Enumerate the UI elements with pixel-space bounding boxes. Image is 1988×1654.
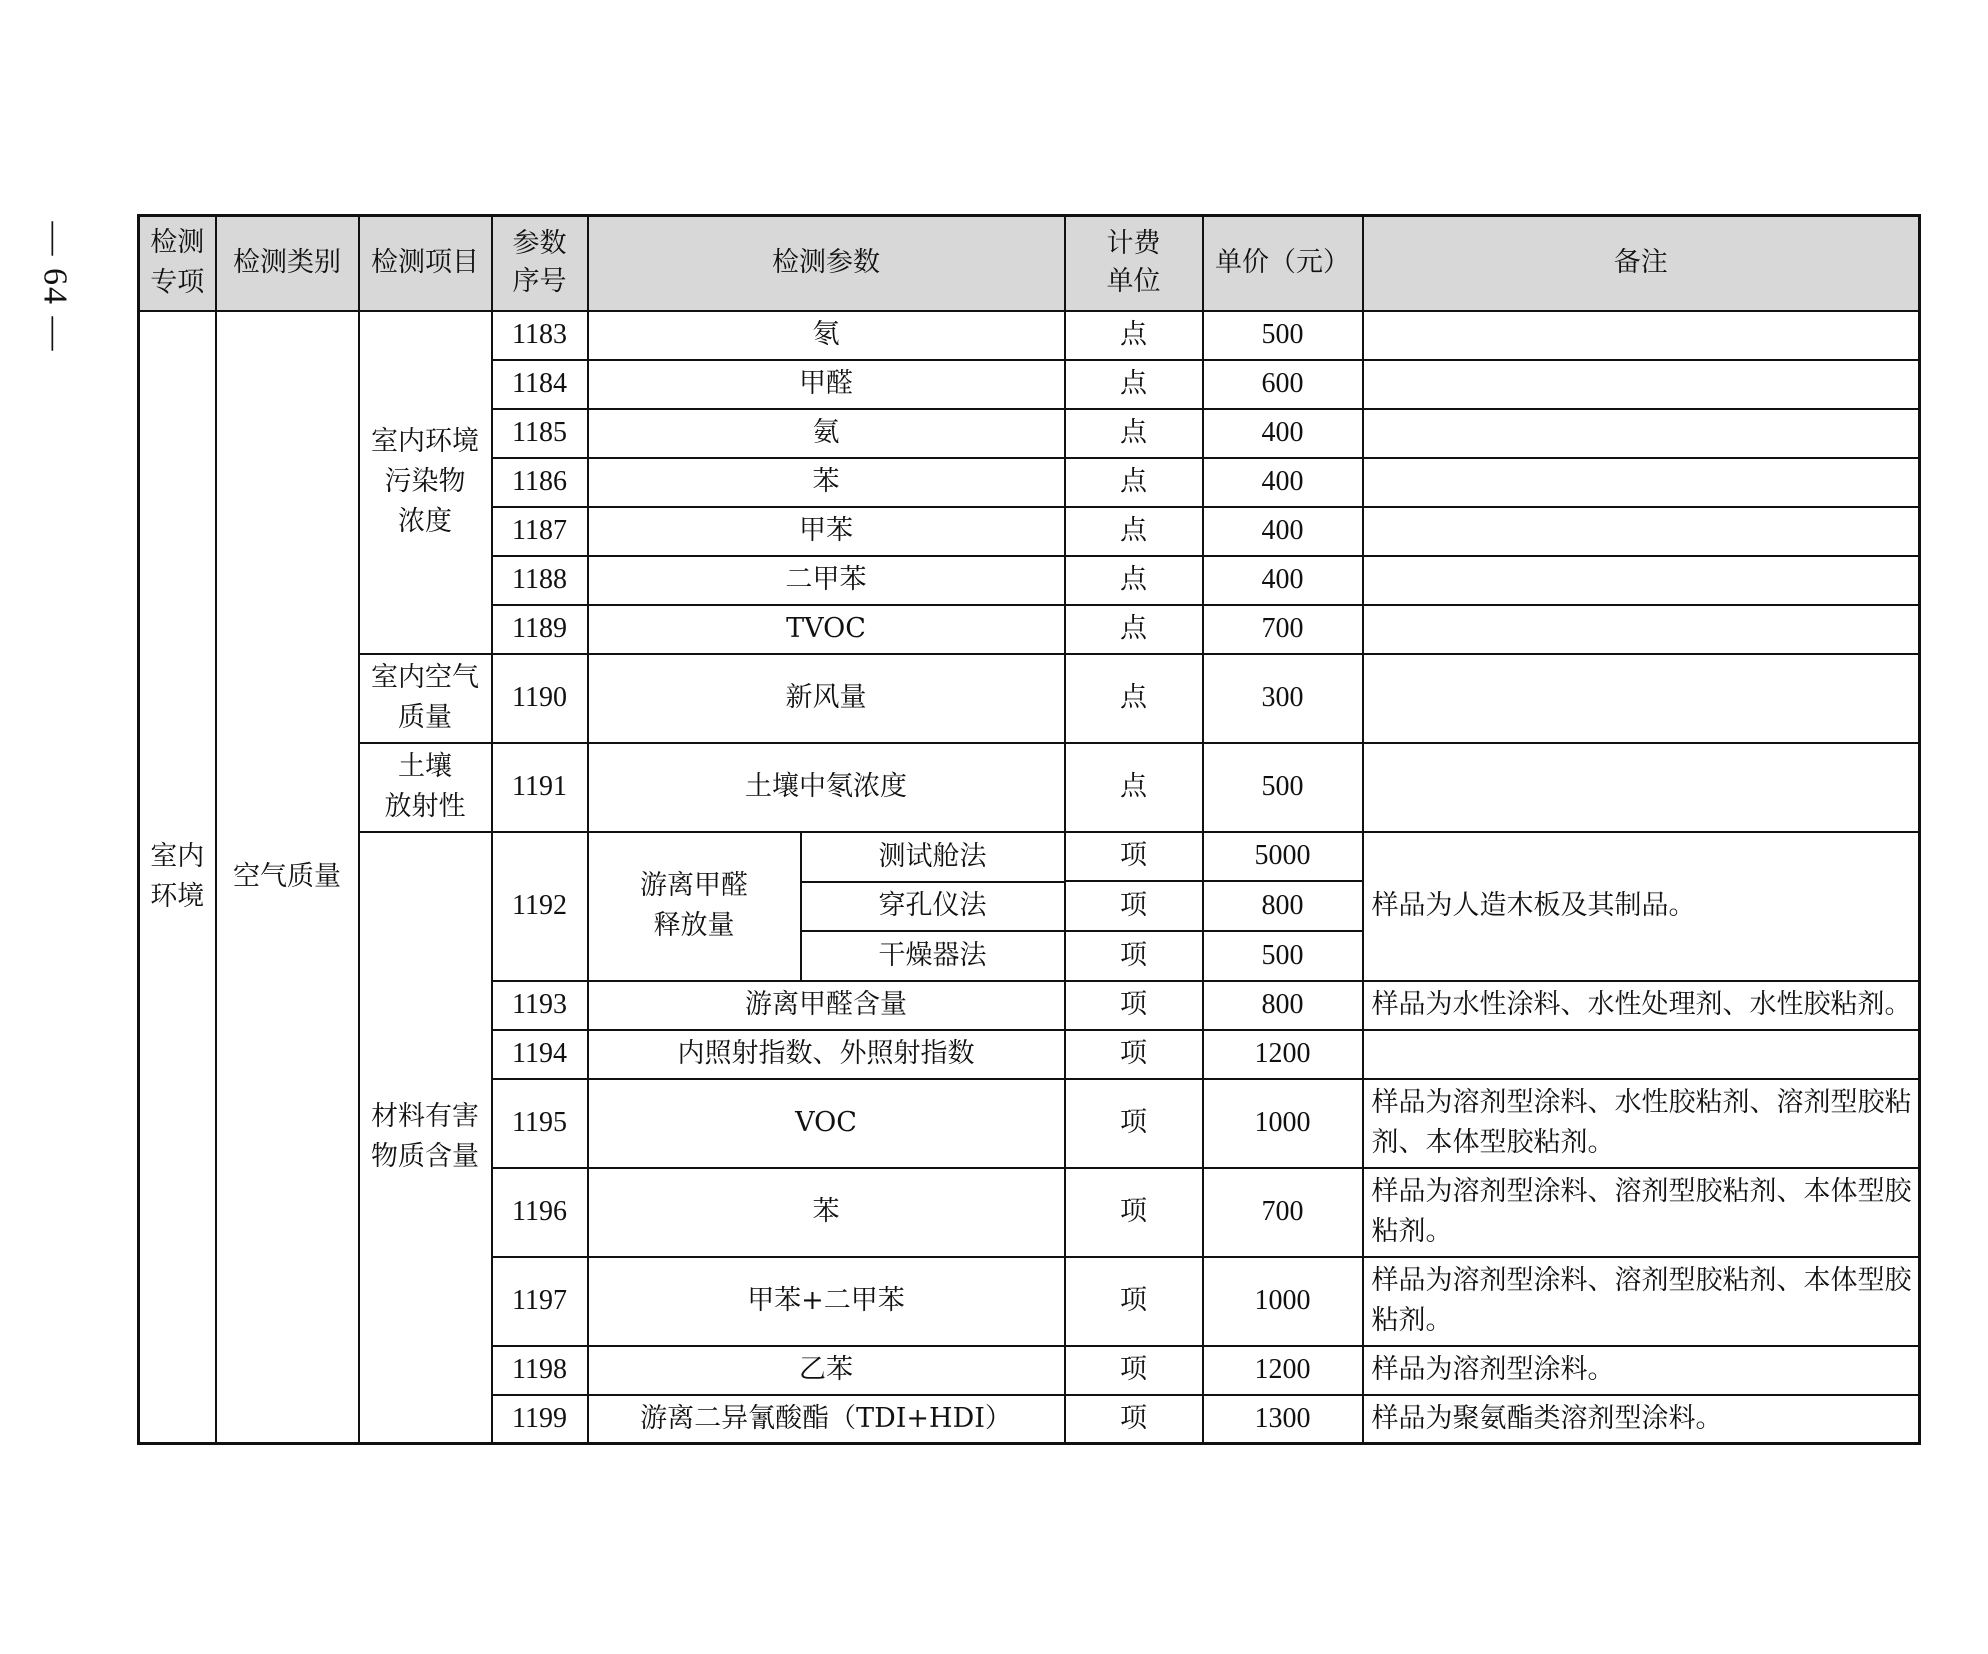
row-note (1363, 743, 1920, 832)
row-price: 700 (1203, 605, 1363, 654)
row-unit: 点 (1065, 458, 1203, 507)
row-note: 样品为溶剂型涂料。 (1363, 1346, 1920, 1395)
row-note: 样品为溶剂型涂料、溶剂型胶粘剂、本体型胶粘剂。 (1363, 1168, 1920, 1257)
item-material: 材料有害 物质含量 (359, 832, 492, 1444)
table-row (139, 832, 1920, 882)
header-id: 参数 序号 (492, 216, 588, 311)
row-unit: 项 (1065, 1395, 1203, 1444)
row-unit: 项 (1065, 981, 1203, 1030)
row-price: 1200 (1203, 1346, 1363, 1395)
row-unit: 点 (1065, 654, 1203, 743)
header-special: 检测 专项 (139, 216, 216, 311)
row-unit: 项 (1065, 881, 1203, 931)
method-name: 干燥器法 (878, 939, 987, 971)
row-id: 1191 (492, 743, 588, 832)
row-param: 内照射指数、外照射指数 (588, 1030, 1065, 1079)
fee-table-wrapper (137, 214, 1918, 1445)
row-unit: 点 (1065, 605, 1203, 654)
row-param: 二甲苯 (588, 556, 1065, 605)
row-note: 样品为溶剂型涂料、溶剂型胶粘剂、本体型胶粘剂。 (1363, 1257, 1920, 1346)
row-price: 500 (1203, 743, 1363, 832)
row-price: 600 (1203, 360, 1363, 409)
header-param: 检测参数 (588, 216, 1065, 311)
table-row (139, 743, 1920, 832)
row-param: 新风量 (588, 654, 1065, 743)
row-note (1363, 458, 1920, 507)
header-item: 检测项目 (359, 216, 492, 311)
method-subtable (589, 833, 1064, 980)
row-note (1363, 556, 1920, 605)
row-note (1363, 1030, 1920, 1079)
row-price: 5000 (1203, 832, 1363, 882)
row-note: 样品为聚氨酯类溶剂型涂料。 (1363, 1395, 1920, 1444)
header-price: 单价（元） (1203, 216, 1363, 311)
row-id: 1197 (492, 1257, 588, 1346)
category-cell: 空气质量 (216, 311, 359, 1444)
row-id: 1199 (492, 1395, 588, 1444)
row-note (1363, 409, 1920, 458)
row-param: 乙苯 (588, 1346, 1065, 1395)
row-unit: 点 (1065, 360, 1203, 409)
row-note (1363, 605, 1920, 654)
item-air-quality: 室内空气 质量 (359, 654, 492, 743)
row-unit: 项 (1065, 1346, 1203, 1395)
row-param: 甲苯+二甲苯 (588, 1257, 1065, 1346)
fee-table (137, 214, 1921, 1445)
row-price: 300 (1203, 654, 1363, 743)
row-price: 500 (1203, 931, 1363, 981)
row-param: VOC (588, 1079, 1065, 1168)
row-param: 游离甲醛含量 (588, 981, 1065, 1030)
row-id: 1184 (492, 360, 588, 409)
row-param: 甲苯 (588, 507, 1065, 556)
row-price: 1000 (1203, 1257, 1363, 1346)
row-price: 500 (1203, 311, 1363, 360)
page-number (30, 222, 78, 352)
row-1192-param: 游离甲醛 释放量 (589, 833, 801, 980)
row-note (1363, 360, 1920, 409)
row-param: 甲醛 (588, 360, 1065, 409)
row-id: 1187 (492, 507, 588, 556)
row-note (1363, 654, 1920, 743)
row-id: 1194 (492, 1030, 588, 1079)
row-param: 游离二异氰酸酯（TDI+HDI） (588, 1395, 1065, 1444)
row-1192-param-block (588, 832, 1065, 981)
row-unit: 项 (1065, 931, 1203, 981)
row-id: 1196 (492, 1168, 588, 1257)
row-id: 1192 (492, 832, 588, 981)
row-param: TVOC (588, 605, 1065, 654)
row-id: 1190 (492, 654, 588, 743)
row-param: 苯 (588, 458, 1065, 507)
row-unit: 项 (1065, 832, 1203, 882)
row-id: 1198 (492, 1346, 588, 1395)
row-id: 1193 (492, 981, 588, 1030)
header-category: 检测类别 (216, 216, 359, 311)
row-note: 样品为人造木板及其制品。 (1363, 832, 1920, 981)
row-id: 1188 (492, 556, 588, 605)
row-unit: 点 (1065, 311, 1203, 360)
row-id: 1183 (492, 311, 588, 360)
item-pollutant: 室内环境 污染物 浓度 (359, 311, 492, 654)
header-row (139, 216, 1920, 311)
row-price: 1000 (1203, 1079, 1363, 1168)
row-unit: 项 (1065, 1168, 1203, 1257)
table-row (139, 311, 1920, 360)
row-note (1363, 507, 1920, 556)
row-param: 土壤中氡浓度 (588, 743, 1065, 832)
row-unit: 项 (1065, 1030, 1203, 1079)
row-price: 800 (1203, 981, 1363, 1030)
item-soil: 土壤 放射性 (359, 743, 492, 832)
row-unit: 点 (1065, 409, 1203, 458)
row-price: 400 (1203, 556, 1363, 605)
row-price: 1300 (1203, 1395, 1363, 1444)
page-number-text: — 64 — (36, 221, 73, 353)
row-id: 1185 (492, 409, 588, 458)
row-price: 400 (1203, 409, 1363, 458)
row-unit: 点 (1065, 507, 1203, 556)
row-param: 氡 (588, 311, 1065, 360)
row-price: 700 (1203, 1168, 1363, 1257)
row-price: 400 (1203, 458, 1363, 507)
row-note (1363, 311, 1920, 360)
row-id: 1189 (492, 605, 588, 654)
row-note: 样品为溶剂型涂料、水性胶粘剂、溶剂型胶粘剂、本体型胶粘剂。 (1363, 1079, 1920, 1168)
row-unit: 项 (1065, 1079, 1203, 1168)
method-name: 测试舱法 (801, 833, 1064, 882)
row-unit: 项 (1065, 1257, 1203, 1346)
row-id: 1195 (492, 1079, 588, 1168)
row-unit: 点 (1065, 556, 1203, 605)
row-unit: 点 (1065, 743, 1203, 832)
table-row (139, 654, 1920, 743)
method-name: 穿孔仪法 (801, 882, 1064, 931)
header-unit: 计费 单位 (1065, 216, 1203, 311)
row-price: 800 (1203, 881, 1363, 931)
row-param: 氨 (588, 409, 1065, 458)
row-id: 1186 (492, 458, 588, 507)
row-param: 苯 (588, 1168, 1065, 1257)
row-price: 400 (1203, 507, 1363, 556)
row-price: 1200 (1203, 1030, 1363, 1079)
header-note: 备注 (1363, 216, 1920, 311)
row-note: 样品为水性涂料、水性处理剂、水性胶粘剂。 (1363, 981, 1920, 1030)
special-cell: 室内 环境 (139, 311, 216, 1444)
